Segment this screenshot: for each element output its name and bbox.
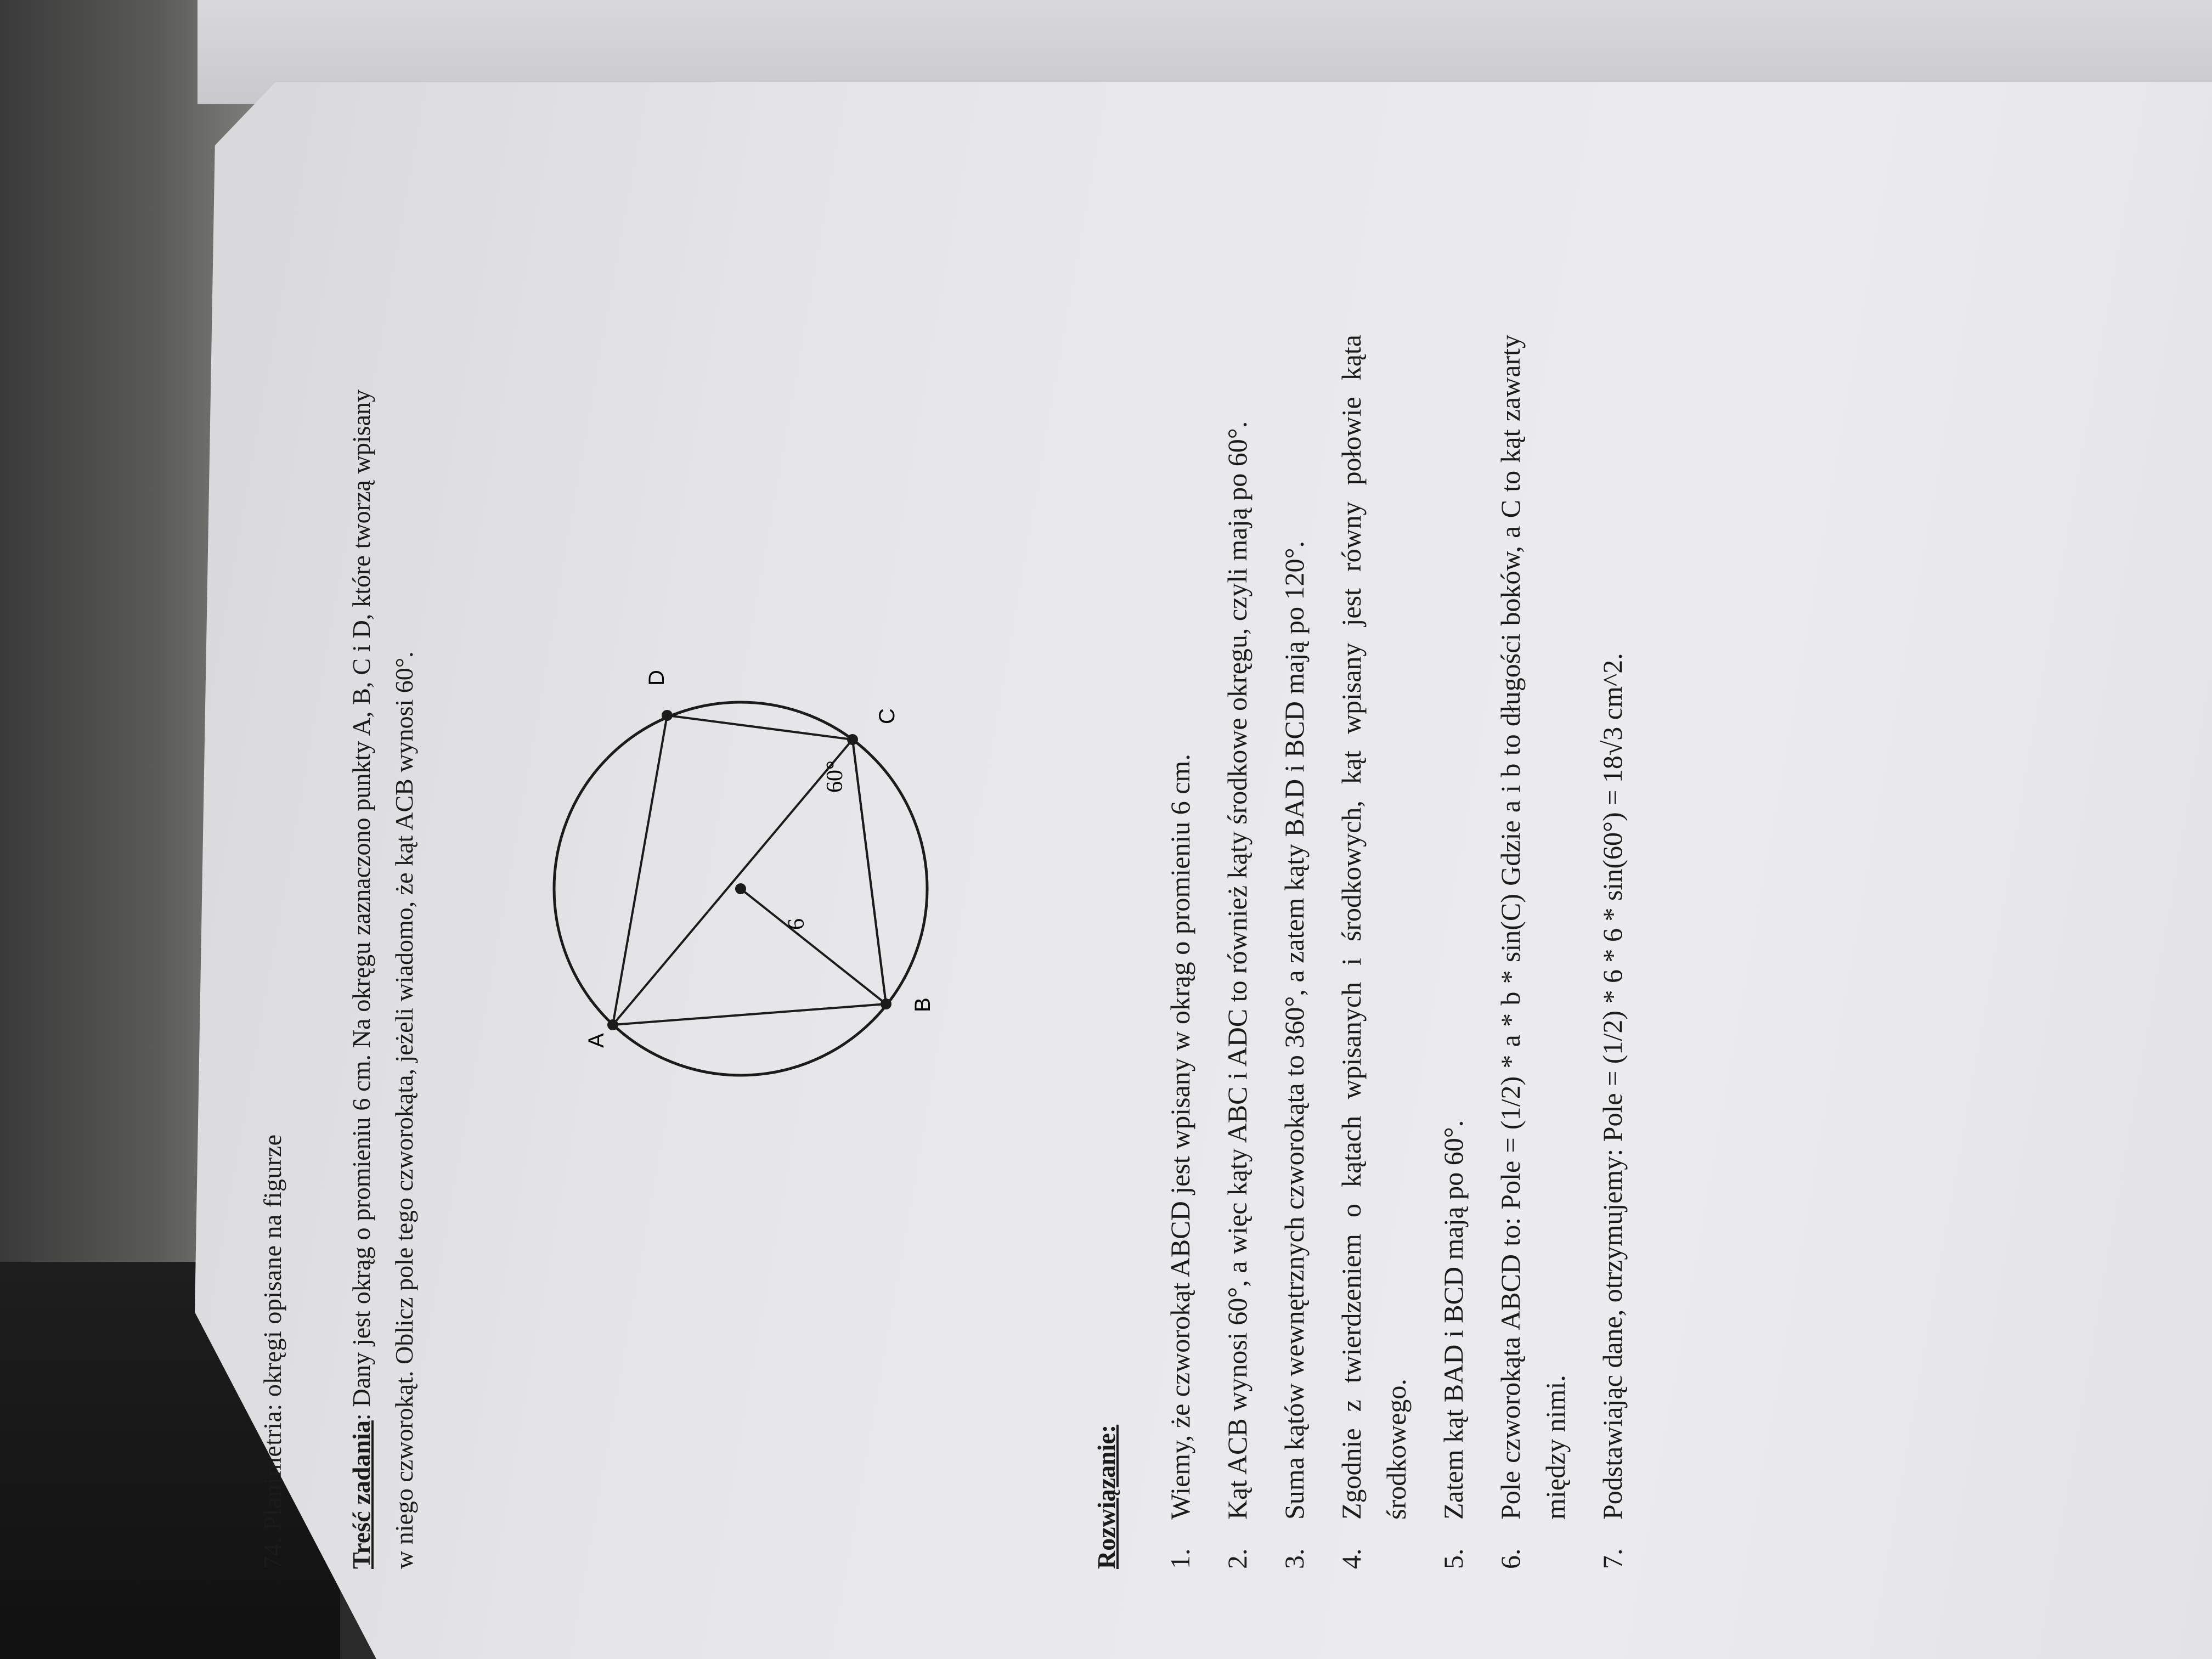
solution-step <box>1215 335 1260 1569</box>
angle-label: 60° <box>822 760 848 793</box>
side-cb <box>853 740 886 1004</box>
label-b: B <box>911 997 935 1012</box>
step-text: Zgodnie z twierdzeniem o kątach wpisanych i środkowych, kąt wpisany jest równy połowie kąta środkowego. <box>1336 335 1412 1520</box>
point-d <box>662 710 673 721</box>
solution-step <box>1431 335 1476 1569</box>
label-c: C <box>875 708 899 724</box>
point-b <box>881 998 891 1009</box>
radius-label: 6 <box>784 918 809 930</box>
center-point <box>735 883 746 894</box>
step-number: 7. <box>1597 1548 1628 1569</box>
step-text: Suma kątów wewnętrznych czworokąta to 360°, a zatem kąty BAD i BCD mają po 120°. <box>1279 541 1310 1520</box>
solution-step <box>1590 335 1635 1569</box>
step-text: Pole czworokąta ABCD to: Pole = (1/2) * a * b * sin(C) Gdzie a i b to długości boków, a C to kąt zawarty między nimi. <box>1495 335 1571 1520</box>
step-number: 3. <box>1279 1548 1310 1569</box>
label-a: A <box>584 1033 608 1048</box>
step-text: Wiemy, że czworokąt ABCD jest wpisany w okrąg o promieniu 6 cm. <box>1165 754 1195 1520</box>
solution-steps <box>1158 335 1647 1569</box>
solution-title-text: Rozwiązanie <box>1092 1433 1120 1569</box>
page-content <box>258 88 2068 1569</box>
chapter-title: 74. Planimetria: okręgi opisane na figurze <box>258 1134 286 1569</box>
solution-step <box>1272 335 1317 1569</box>
solution-step <box>1329 335 1419 1569</box>
step-number: 1. <box>1165 1548 1195 1569</box>
label-d: D <box>645 670 669 686</box>
solution-title-colon: : <box>1092 1424 1120 1434</box>
solution-step <box>1488 335 1578 1569</box>
inscribed-quadrilateral-figure <box>488 603 982 1152</box>
point-c <box>847 734 858 745</box>
step-text: Zatem kąt BAD i BCD mają po 60°. <box>1438 1120 1469 1520</box>
step-text: Podstawiając dane, otrzymujemy: Pole = (1/2) * 6 * 6 * sin(60°) = 18√3 cm^2. <box>1597 653 1628 1520</box>
step-number: 5. <box>1438 1548 1469 1569</box>
step-text: Kąt ACB wynosi 60°, a więc kąty ABC i ADC to również kąty środkowe okręgu, czyli mają po 60°. <box>1222 421 1252 1520</box>
step-number: 6. <box>1495 1548 1526 1569</box>
task-text: : Dany jest okrąg o promieniu 6 cm. Na okręgu zaznaczono punkty A, B, C i D, które tworzą wpisany w niego czworokąt. Oblicz pole tego czworokąta, jeżeli wiadomo, że kąt ACB wynosi 60°. <box>347 390 418 1569</box>
solution-step <box>1158 335 1203 1569</box>
radius-segment <box>741 889 886 1004</box>
task-statement <box>340 390 426 1569</box>
point-a <box>607 1019 618 1030</box>
diagonal-ca <box>613 740 853 1025</box>
step-number: 2. <box>1222 1548 1252 1569</box>
solution-title <box>1092 1425 1121 1569</box>
step-number: 4. <box>1336 1548 1367 1569</box>
task-label: Treść zadania <box>347 1420 375 1569</box>
